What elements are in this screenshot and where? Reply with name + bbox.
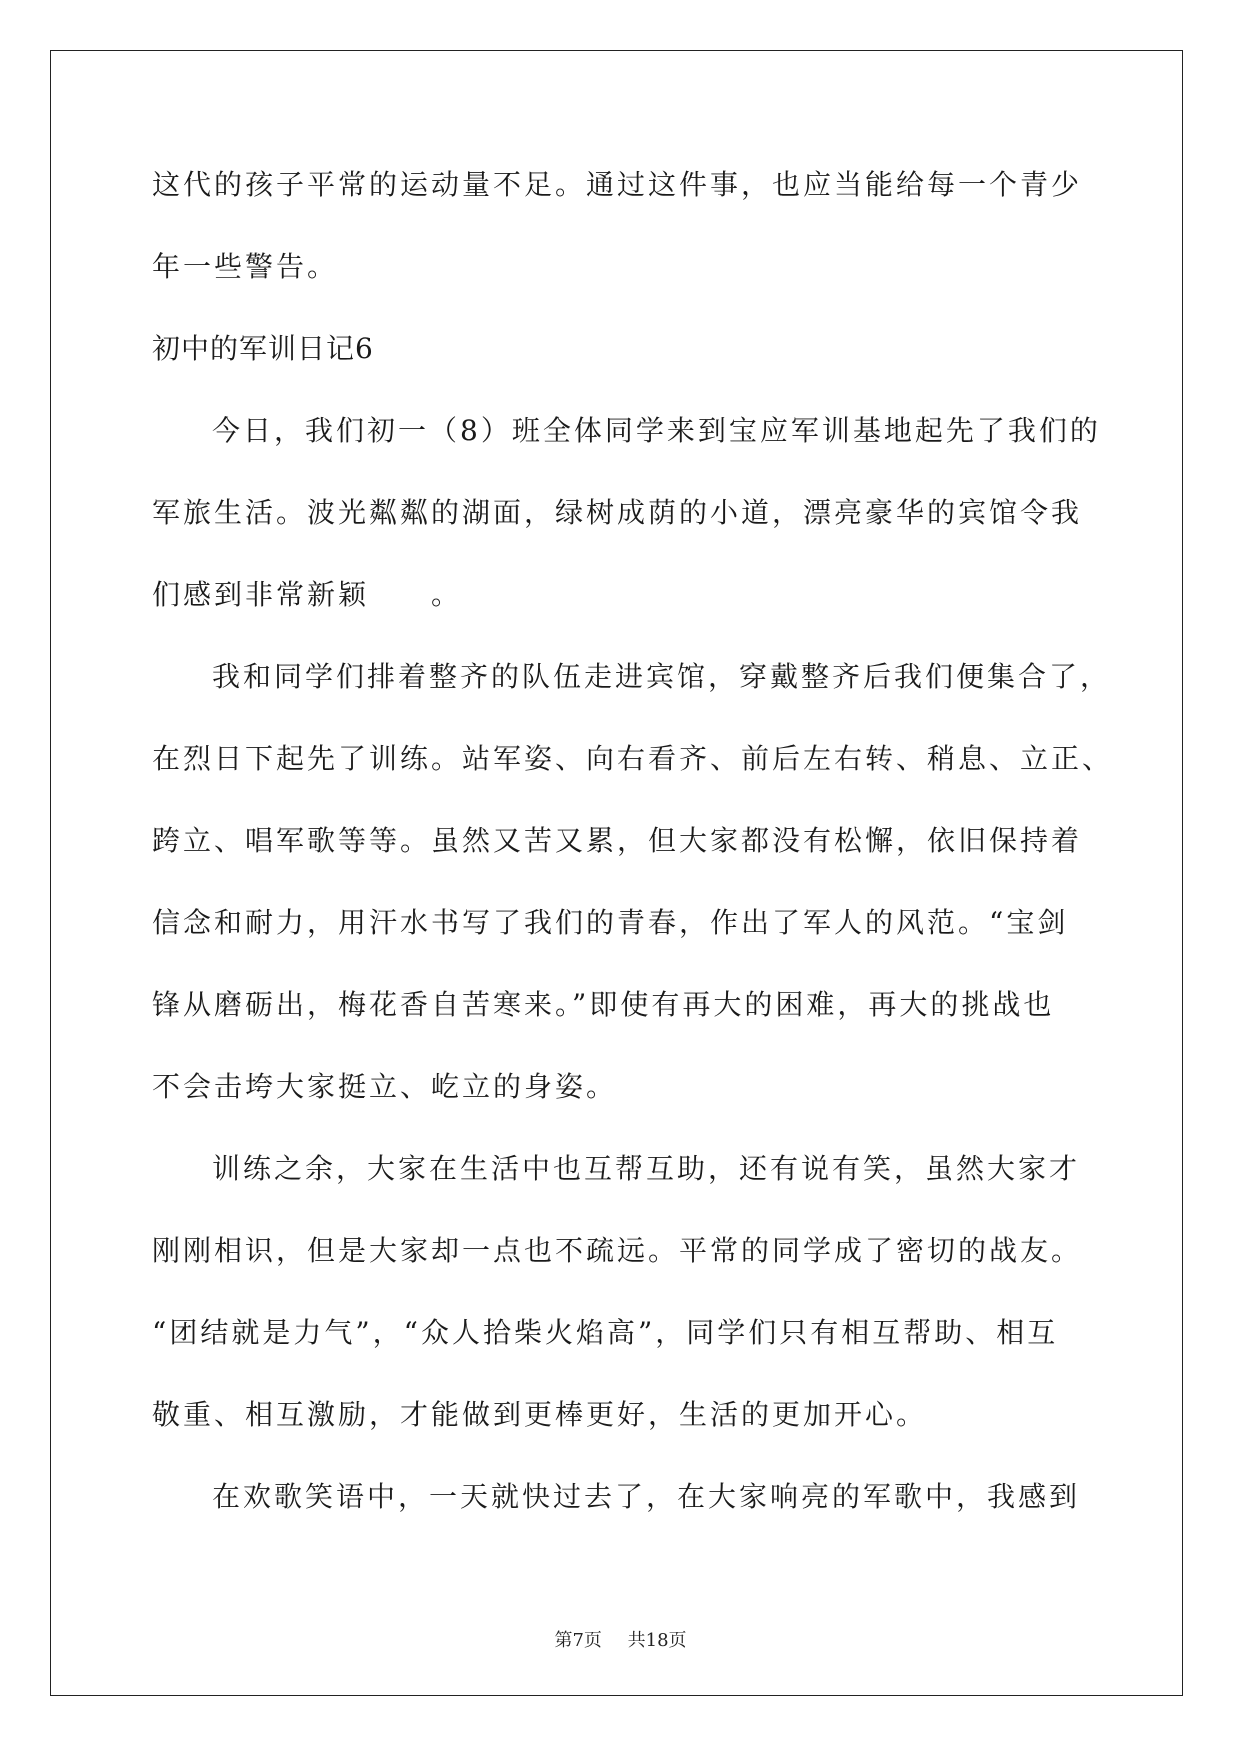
text-line: 信念和耐力，用汗水书写了我们的青春，作出了军人的风范。“宝剑 [152,906,1069,939]
text-line: 今日，我们初一（8）班全体同学来到宝应军训基地起先了我们的 [212,414,1101,447]
text-line: “团结就是力气”，“众人拾柴火焰高”，同学们只有相互帮助、相互 [152,1316,1059,1349]
text-line: 训练之余，大家在生活中也互帮互助，还有说有笑，虽然大家才 [212,1152,1081,1185]
text-line: 不会击垮大家挺立、屹立的身姿。 [152,1070,618,1103]
page-total: 共18页 [627,1630,687,1651]
text-line: 我和同学们排着整齐的队伍走进宾馆，穿戴整齐后我们便集合了， [212,660,1112,693]
text-line: 刚刚相识，但是大家却一点也不疏远。平常的同学成了密切的战友。 [152,1234,1083,1267]
text-line: 锋从磨砺出，梅花香自苦寒来。”即使有再大的困难，再大的挑战也 [152,988,1055,1021]
text-line: 们感到非常新颖 。 [152,578,463,611]
section-heading: 初中的军训日记6 [152,332,374,365]
text-line: 在欢歌笑语中，一天就快过去了，在大家响亮的军歌中，我感到 [212,1480,1081,1513]
page-number: 第7页 [554,1630,602,1651]
document-body [152,150,1114,1544]
text-line: 跨立、唱军歌等等。虽然又苦又累，但大家都没有松懈，依旧保持着 [152,824,1083,857]
text-line: 年一些警告。 [152,250,339,283]
text-line: 敬重、相互激励，才能做到更棒更好，生活的更加开心。 [152,1398,928,1431]
text-line: 在烈日下起先了训练。站军姿、向右看齐、前后左右转、稍息、立正、 [152,742,1114,775]
text-line: 军旅生活。波光粼粼的湖面，绿树成荫的小道，漂亮豪华的宾馆令我 [152,496,1083,529]
page-footer [0,1626,1241,1652]
text-line: 这代的孩子平常的运动量不足。通过这件事，也应当能给每一个青少 [152,168,1083,201]
